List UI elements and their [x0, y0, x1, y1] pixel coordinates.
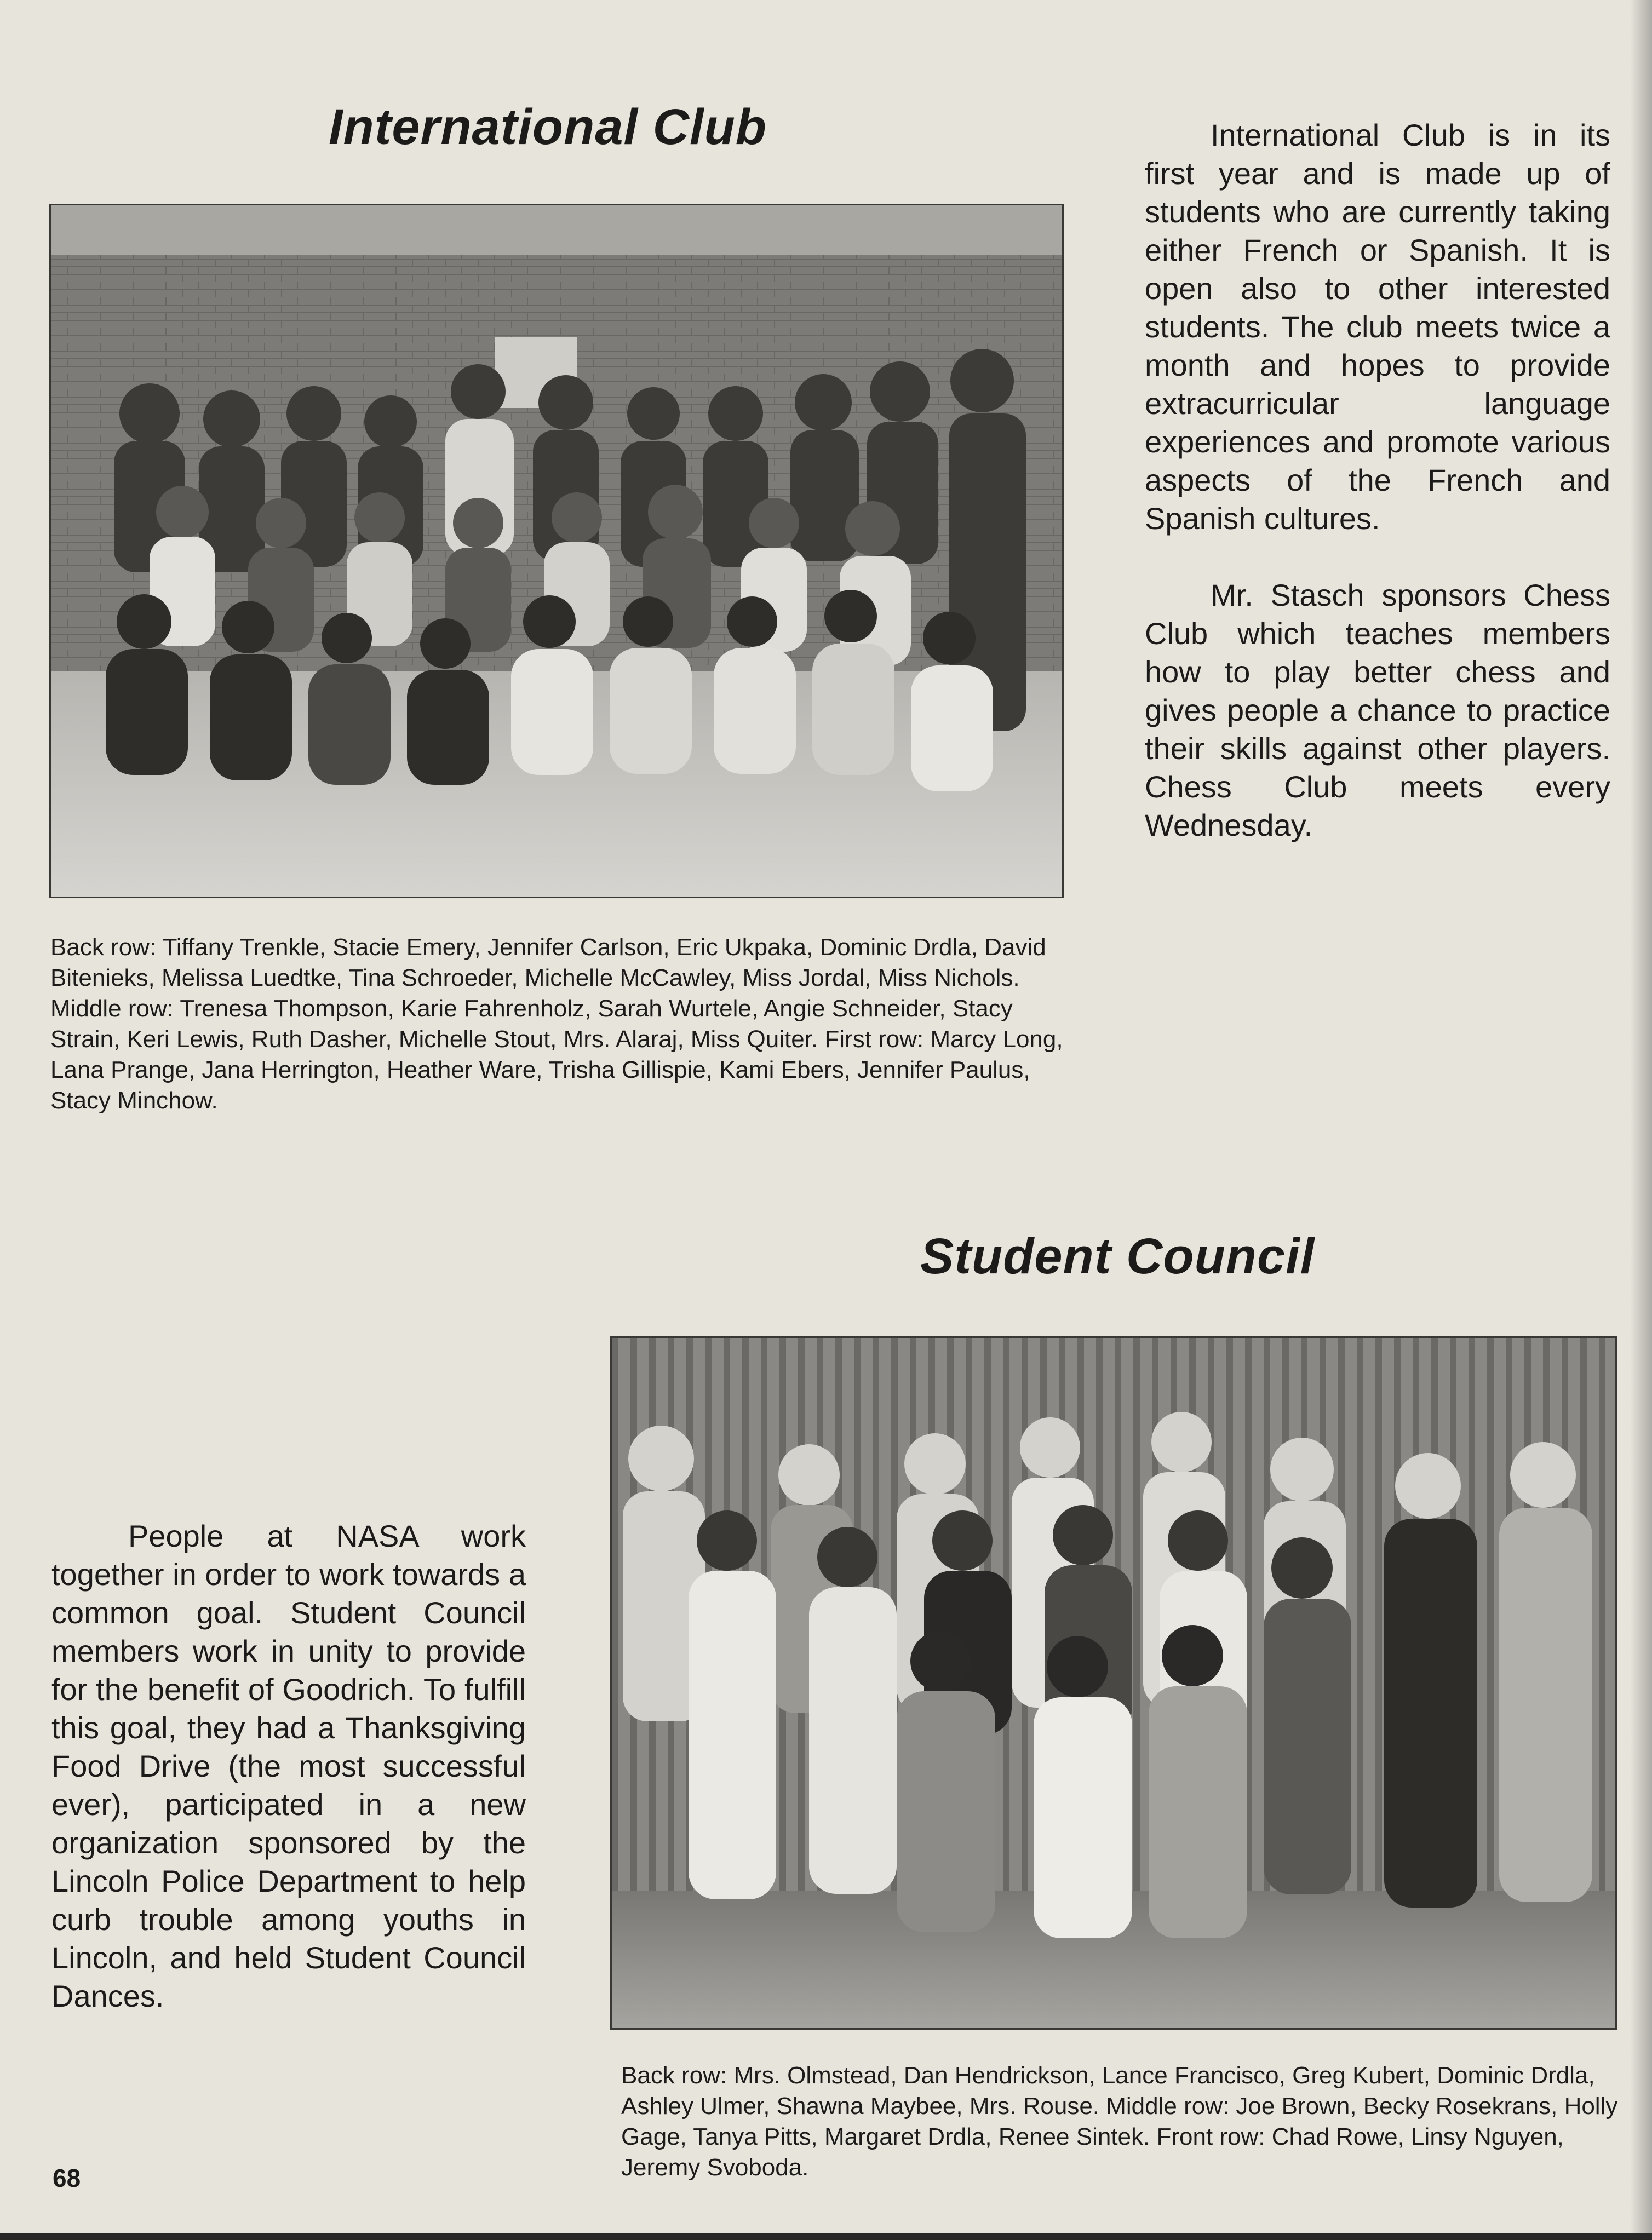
- student-council-body: People at NASA work together in order to work towards a common goal. Student Council members work in unity to provide for the benefit of Goodrich. To fulfill this goal, they had a Thanksgiving Food Drive (the most successful ever), participated in a new organization sponsored by the Lincoln Police Department to help curb trouble among youths in Lincoln, and held Student Council Dances.: [51, 1519, 526, 2013]
- student-council-photo: [610, 1336, 1617, 2030]
- international-club-heading: International Club: [329, 99, 767, 155]
- page-number: 68: [53, 2164, 81, 2192]
- international-club-caption: Back row: Tiffany Trenkle, Stacie Emery, Jennifer Carlson, Eric Ukpaka, Dominic Drdla, David Bitenieks, Melissa Luedtke, Tina Schroeder, Michelle McCawley, Miss Jordal, Miss Nichols. Middle row: Trenesa Thompson, Karie Fahrenholz, Sarah Wurtele, Angie Schneider, Stacy Strain, Keri Lewis, Ruth Dasher, Michelle Stout, Mrs. Alaraj, Miss Quiter. First row: Marcy Long, Lana Prange, Jana Herrington, Heather Ware, Trisha Gillispie, Kami Ebers, Jennifer Paulus, Stacy Minchow.: [50, 934, 1063, 1114]
- group-photo-image: [612, 1338, 1615, 2028]
- student-council-caption: Back row: Mrs. Olmstead, Dan Hendrickson, Lance Francisco, Greg Kubert, Dominic Drdla, Ashley Ulmer, Shawna Maybee, Mrs. Rouse. Middle row: Joe Brown, Becky Rosekrans, Holly Gage, Tanya Pitts, Margaret Drdla, Renee Sintek. Front row: Chad Rowe, Linsy Nguyen, Jeremy Svoboda.: [621, 2062, 1618, 2181]
- page-edge-shadow: [1630, 0, 1652, 2240]
- chess-club-body: Mr. Stasch sponsors Chess Club which teaches members how to play better chess and gives people a chance to practice their skills against other players. Chess Club meets every Wednesday.: [1145, 578, 1610, 842]
- international-club-body: International Club is in its first year and is made up of students who are currently taking either French or Spanish. It is open also to other interested students. The club meets twice a month and hopes to provide extracurricular language experiences and promote various aspects of the French and Spanish cultures.: [1145, 118, 1610, 536]
- student-council-heading: Student Council: [920, 1228, 1315, 1284]
- page-bottom-edge: [0, 2233, 1652, 2240]
- international-club-photo: [49, 204, 1064, 898]
- group-photo-image: [51, 205, 1062, 897]
